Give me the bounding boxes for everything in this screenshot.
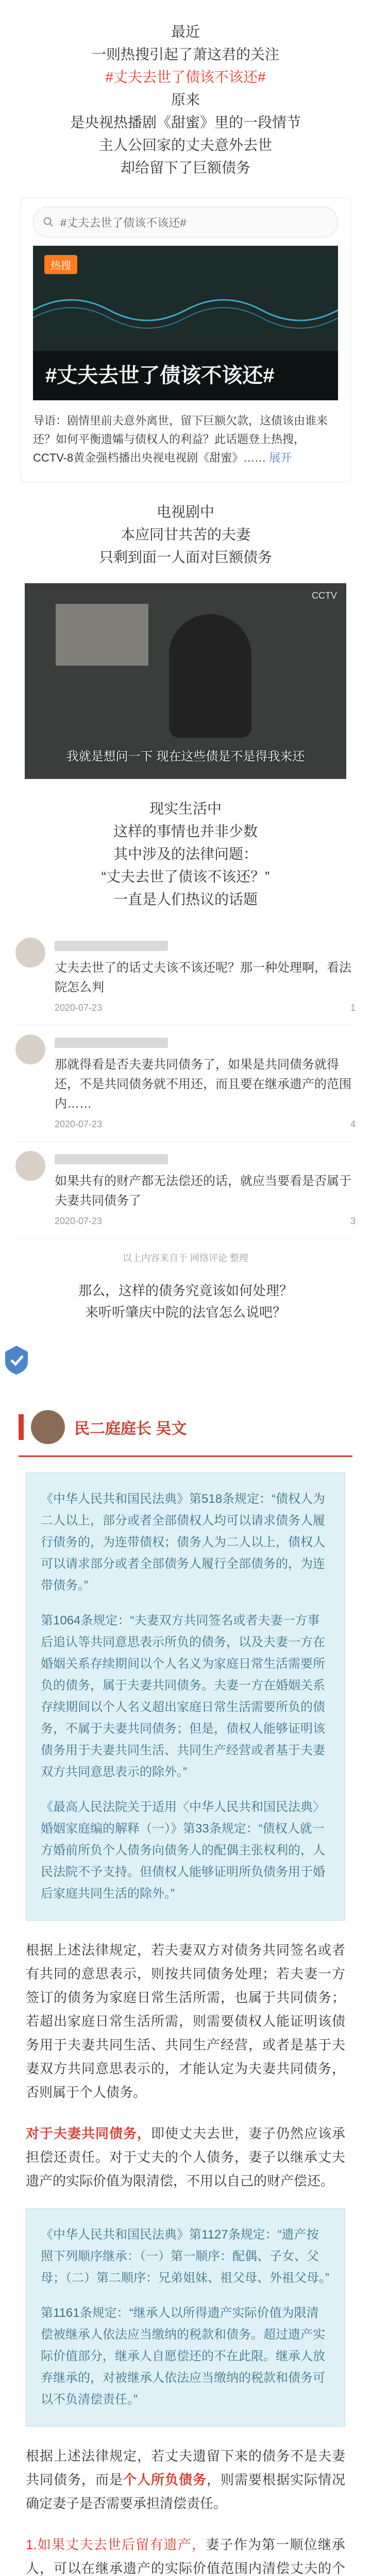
avatar [15,938,45,968]
comment-text: 丈夫去世了的话丈夫该不该还呢？那一种处理啊，看法院怎么判 [55,961,351,994]
comment-time: 2020-07-23 [55,1003,103,1013]
comment-list [15,928,356,1239]
paragraph-text: 即使丈夫去世，妻子仍然应该承担偿还责任。对于丈夫的个人债务，妻子以继承丈夫遗产的实际价值为限清偿，不用以自己的财产偿还。 [26,2126,345,2189]
card-description [21,400,350,482]
section-line: 现实生活中 [149,801,222,817]
section-3 [0,798,371,911]
intro-line: 主人公回家的丈夫意外去世 [98,137,272,153]
intro-line: 原来 [171,92,200,108]
section-line: 一直是人们热议的话题 [113,891,258,907]
commenter-name-redacted [55,941,168,951]
section-line: 其中涉及的法律问题： [113,846,258,862]
wave-graphic [33,287,338,333]
section-line: 这样的事情也并非少数 [113,823,258,839]
hero-image [33,246,338,400]
comment-text: 那就得看是否夫妻共同债务了，如果是共同债务就得还，不是共同债务就不用还，而且要在继承遗产的范围内…… [55,1058,351,1111]
paragraph-text: 妻子作为第一顺位继承人，可以在继承遗产的实际价值范围内清偿丈夫的个 [26,2537,345,2576]
comment-item[interactable] [15,928,356,1025]
expand-link[interactable]: 展开 [269,451,292,464]
search-query: #丈夫去世了债该不该还# [60,216,187,229]
judge-avatar [31,1410,65,1444]
paragraph-text: ，则需要根据实际情况确定妻子是否需要承担清偿责任。 [26,2472,345,2511]
highlight-text: 个人所负债务 [123,2472,207,2487]
analysis-paragraph [26,2122,345,2193]
commenter-name-redacted [55,1038,168,1048]
comment-item[interactable] [15,1142,356,1239]
hero-title: #丈夫去世了债该不该还# [33,351,338,400]
comment-text: 如果共有的财产都无法偿还的话，就应当要看是否属于夫妻共同债务了 [55,1174,351,1208]
avatar [15,1151,45,1181]
paragraph-text: 根据上述法律规定，若丈夫遗留下来的债务不是夫妻共同债务，而是 [26,2448,345,2487]
analysis-paragraph: 根据上述法律规定，若夫妻双方对债务共同签名或者有共同的意思表示，则按共同债务处理；若夫妻一方签订的债务为家庭日常生活所需，也属于共同债务；若超出家庭日常生活所需，则需要债权人能证明该债务用于夫妻共同生活、共同生产经营，或者是基于夫妻双方共同意思表示的，才能认定为夫妻共同债务，否则属于个人债务。 [26,1942,345,2100]
section-line: “丈夫去世了债该不该还？” [101,869,270,885]
comment-time: 2020-07-23 [55,1119,103,1129]
law-quote-box [26,2208,345,2427]
video-subtitle: 我就是想问一下 现在这些债是不是得我来还 [66,750,305,764]
court-emblem-icon [0,1344,33,1377]
intro-line: 最近 [171,24,200,40]
analysis-paragraph [26,2444,345,2515]
law-quote-box [26,1472,345,1921]
law-paragraph: 《中华人民共和国民法典》第518条规定：“债权人为二人以上，部分或者全部债权人均可以请求债务人履行债务的，为连带债权；债务人为二人以上，债权人可以请求部分或者全部债务人履行全部债务的，为连带债务。” [41,1492,326,1592]
search-icon [43,216,54,228]
avatar [15,1035,45,1064]
intro-line: 是央视热播剧《甜蜜》里的一段情节 [70,114,301,130]
like-count[interactable]: 3 [350,1216,356,1226]
source-note: 以上内容来自于 网络评论 整理 [122,1253,248,1263]
intro-line: 一则热搜引起了萧这君的关注 [91,46,279,62]
hashtag-line: #丈夫去世了债该不该还# [105,69,266,85]
tv-badge: CCTV [312,590,337,601]
window-light [56,604,148,666]
question-block [0,1280,371,1323]
drama-screenshot [25,583,346,779]
like-count[interactable]: 1 [350,1003,356,1013]
comment-item[interactable] [15,1025,356,1142]
section-line: 只剩到面一人面对巨额债务 [98,549,272,565]
intro-line: 却给留下了巨额债务 [120,160,250,176]
highlight-text: 对于夫妻共同债务， [26,2126,151,2141]
accent-bar [19,1414,24,1440]
law-paragraph: 第1161条规定：“继承人以所得遗产实际价值为限清偿被继承人依法应当缴纳的税款和债务。超过遗产实际价值部分，继承人自愿偿还的不在此限。继承人放弃继承的，对被继承人依法应当缴纳的税款和债务可以不负清偿责任。” [41,2306,325,2406]
law-paragraph: 《中华人民共和国民法典》第1127条规定：“遗产按照下列顺序继承：（一）第一顺序：配偶、子女、父母；（二）第二顺序：兄弟姐妹、祖父母、外祖父母。” [41,2228,329,2285]
section-line: 本应同甘共苦的夫妻 [120,527,250,543]
actor-figure [169,614,251,738]
section-2 [0,501,371,569]
question-line: 那么，这样的债务究竟该如何处理？ [78,1283,293,1298]
section-line: 电视剧中 [156,504,214,520]
like-count[interactable]: 4 [350,1119,356,1129]
comment-time: 2020-07-23 [55,1216,103,1226]
highlight-text: 1.如果丈夫去世后留有遗产， [26,2537,206,2552]
card-body: 导语：剧情里前夫意外离世，留下巨额欠款，这债该由谁来还？如何平衡遗孀与债权人的利益？此话题登上热搜，CCTV-8黄金强档播出央视电视剧《甜蜜》…… [33,414,328,464]
speaker-header [19,1410,352,1457]
hot-search-card[interactable] [20,198,351,482]
intro-block [0,0,371,179]
law-paragraph: 《最高人民法院关于适用〈中华人民共和国民法典〉婚姻家庭编的解释（一）》第33条规定：“债权人就一方婚前所负个人债务向债务人的配偶主张权利的，人民法院不予支持。但债权人能够证明所负债务用于婚后家庭共同生活的除外。” [41,1800,325,1901]
point-paragraph [26,2533,345,2576]
commenter-name-redacted [55,1154,168,1164]
search-bar[interactable] [33,207,338,238]
speaker-label: 民二庭庭长 吴文 [74,1420,187,1437]
law-paragraph: 第1064条规定：“夫妻双方共同签名或者夫妻一方事后追认等共同意思表示所负的债务，以及夫妻一方在婚姻关系存续期间以个人名义为家庭日常生活需要所负的债务，属于夫妻共同债务。夫妻一方在婚姻关系存续期间以个人名义超出家庭日常生活需要所负的债务，不属于夫妻共同债务；但是，债权人能够证明该债务用于夫妻共同生活、共同生产经营或者基于夫妻双方共同意思表示的除外。” [41,1614,325,1779]
question-line: 来听听肇庆中院的法官怎么说吧？ [85,1304,286,1320]
hot-tag: 热搜 [44,255,77,274]
